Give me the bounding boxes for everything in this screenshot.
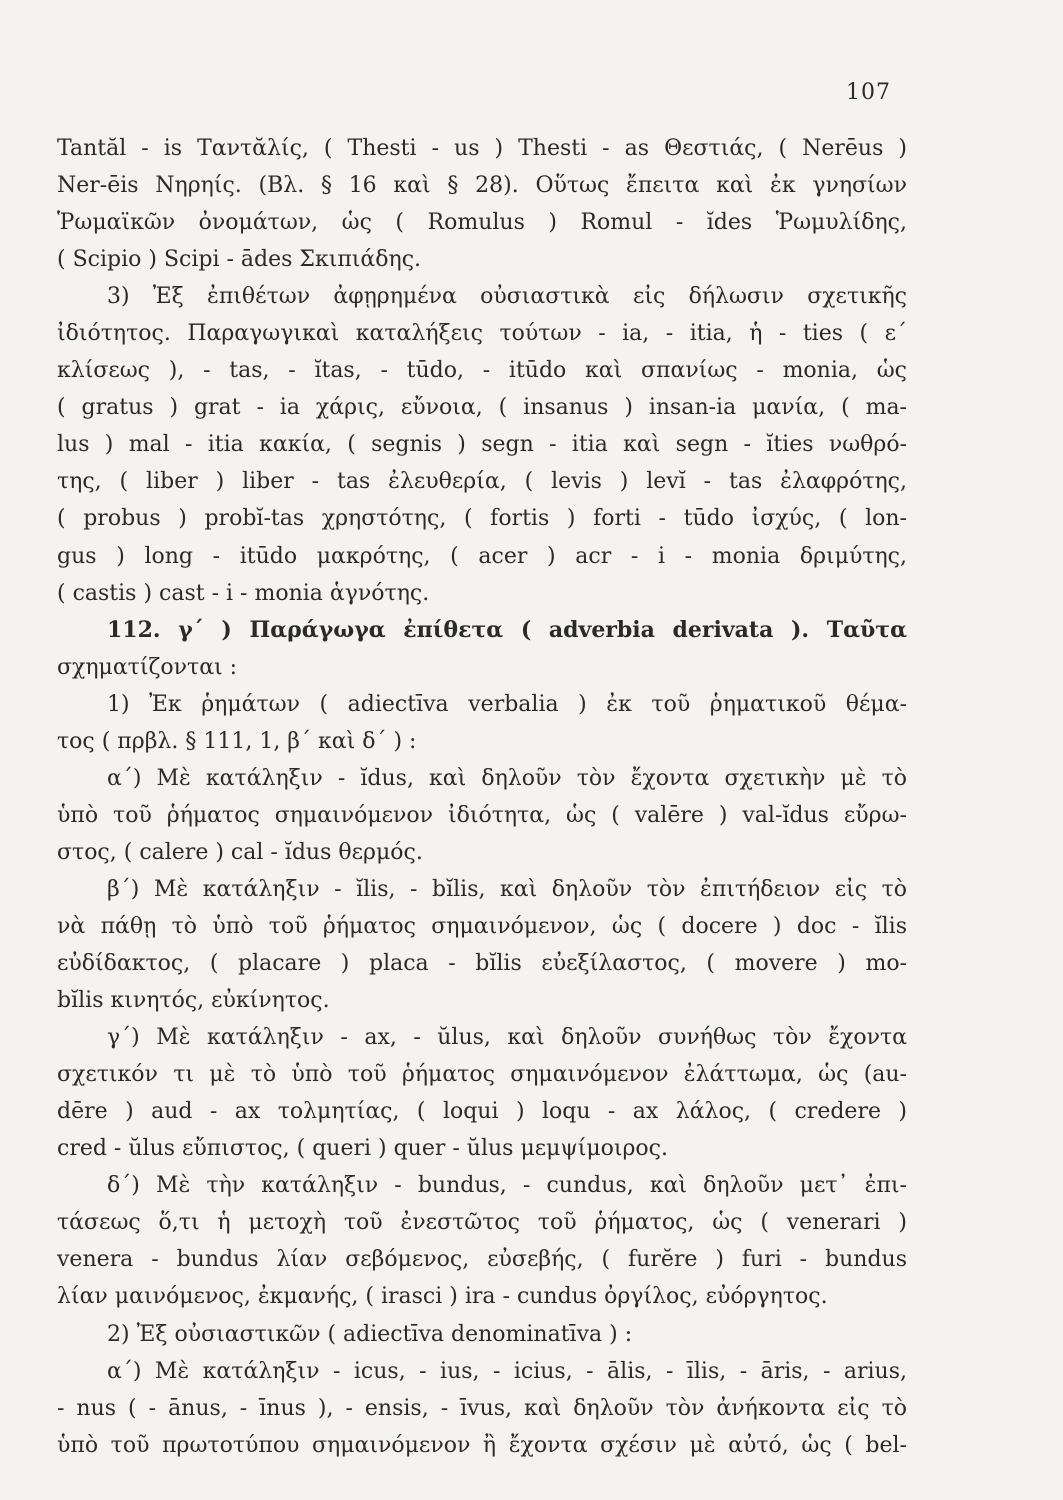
text-line: 1) Ἐκ ῥημάτων ( adiectīva verbalia ) ἐκ τοῦ ῥηματικοῦ θέμα-: [107, 691, 907, 717]
text-line: bĭlis κινητός, εὐκίνητος.: [57, 988, 330, 1014]
text-line: Tantăl - is Ταντᾰλίς, ( Thesti - us ) Thesti - as Θεστιάς, ( Nerēus ): [57, 136, 907, 161]
text-line: γ´) Μὲ κατάληξιν - ax, - ŭlus, καὶ δηλοῦν συνήθως τὸν ἔχοντα: [107, 1025, 907, 1051]
text-line: α´) Μὲ κατάληξιν - icus, - ius, - icius, - ālis, - īlis, - āris, - arius,: [107, 1358, 907, 1384]
text-line: 3) Ἐξ ἐπιθέτων ἀφῃρημένα οὐσιαστικὰ εἰς δήλωσιν σχετικῆς: [107, 284, 907, 310]
text-line: gus ) long - itūdo μακρότης, ( acer ) acr - i - monia δριμύτης,: [57, 543, 907, 569]
text-line: lus ) mal - itia κακία, ( segnis ) segn - itia καὶ segn - ĭties νωθρό-: [57, 432, 907, 458]
text-line: δ´) Μὲ τὴν κατάληξιν - bundus, - cundus, καὶ δηλοῦν μετ᾽ ἐπι-: [107, 1173, 907, 1199]
text-line: cred - ŭlus εὔπιστος, ( queri ) quer - ŭlus μεμψίμοιρος.: [57, 1136, 668, 1162]
text-line: σχετικόν τι μὲ τὸ ὑπὸ τοῦ ῥήματος σημαινόμενον ἐλάττωμα, ὡς (au-: [57, 1062, 907, 1088]
text-line: στος, ( calere ) cal - ĭdus θερμός.: [57, 839, 423, 865]
text-line: 112. γ´ ) Παράγωγα ἐπίθετα ( adverbia derivata ). Ταῦτα: [107, 616, 907, 643]
text-line: Ner-ēis Νηρηίς. (Βλ. § 16 καὶ § 28). Οὕτως ἔπειτα καὶ ἐκ γνησίων: [57, 173, 907, 199]
text-line: ἰδιότητος. Παραγωγικαὶ καταλήξεις τούτων - ia, - itia, ἡ - ties ( ε´: [57, 321, 907, 347]
text-line: σχηματίζονται :: [57, 654, 238, 680]
text-line: κλίσεως ), - tas, - ĭtas, - tūdo, - itūdo καὶ σπανίως - monia, ὡς: [57, 358, 907, 384]
text-line: ( Scipio ) Scipi - ādes Σκιπιάδης.: [57, 247, 422, 273]
text-line: ὑπὸ τοῦ ῥήματος σημαινόμενον ἰδιότητα, ὡς ( valēre ) val-ĭdus εὔρω-: [57, 802, 907, 828]
page-number: 107: [846, 80, 891, 105]
text-line: ( castis ) cast - i - monia ἁγνότης.: [57, 580, 430, 606]
text-line: τος ( πρβλ. § 111, 1, β´ καὶ δ´ ) :: [57, 728, 417, 754]
text-line: λίαν μαινόμενος, ἐκμανής, ( irasci ) ira - cundus ὀργίλος, εὐόργητος.: [57, 1284, 828, 1310]
text-line: νὰ πάθῃ τὸ ὑπὸ τοῦ ῥήματος σημαινόμενον, ὡς ( docere ) doc - ĭlis: [57, 913, 907, 939]
text-line: τάσεως ὅ,τι ἡ μετοχὴ τοῦ ἐνεστῶτος τοῦ ῥήματος, ὡς ( venerari ): [57, 1210, 907, 1236]
text-line: - nus ( - ānus, - īnus ), - ensis, - īvus, καὶ δηλοῦν τὸν ἀνήκοντα εἰς τὸ: [57, 1395, 907, 1421]
text-line: ( probus ) probĭ-tas χρηστότης, ( fortis ) forti - tūdo ἰσχύς, ( lon-: [57, 506, 907, 532]
page-body: [57, 130, 907, 1464]
text-line: β´) Μὲ κατάληξιν - ĭlis, - bĭlis, καὶ δηλοῦν τὸν ἐπιτήδειον εἰς τὸ: [107, 876, 907, 902]
text-line: της, ( liber ) liber - tas ἐλευθερία, ( levis ) levĭ - tas ἐλαφρότης,: [57, 469, 907, 495]
text-line: α´) Μὲ κατάληξιν - ĭdus, καὶ δηλοῦν τὸν ἔχοντα σχετικὴν μὲ τὸ: [107, 765, 907, 791]
text-line: εὐδίδακτος, ( placare ) placa - bĭlis εὐεξίλαστος, ( movere ) mo-: [57, 951, 907, 977]
text-line: dēre ) aud - ax τολμητίας, ( loqui ) loqu - ax λάλος, ( credere ): [57, 1099, 907, 1125]
text-line: 2) Ἐξ οὐσιαστικῶν ( adiectīva denominatīva ) :: [107, 1321, 633, 1347]
text-line: ( gratus ) grat - ia χάρις, εὔνοια, ( insanus ) insan-ia μανία, ( ma-: [57, 395, 907, 421]
text-line: Ῥωμαϊκῶν ὀνομάτων, ὡς ( Romulus ) Romul - ĭdes Ῥωμυλίδης,: [57, 210, 907, 236]
text-line: venera - bundus λίαν σεβόμενος, εὐσεβής, ( furĕre ) furi - bundus: [57, 1247, 907, 1273]
text-line: ὑπὸ τοῦ πρωτοτύπου σημαινόμενον ἢ ἔχοντα σχέσιν μὲ αὐτό, ὡς ( bel-: [57, 1432, 907, 1458]
